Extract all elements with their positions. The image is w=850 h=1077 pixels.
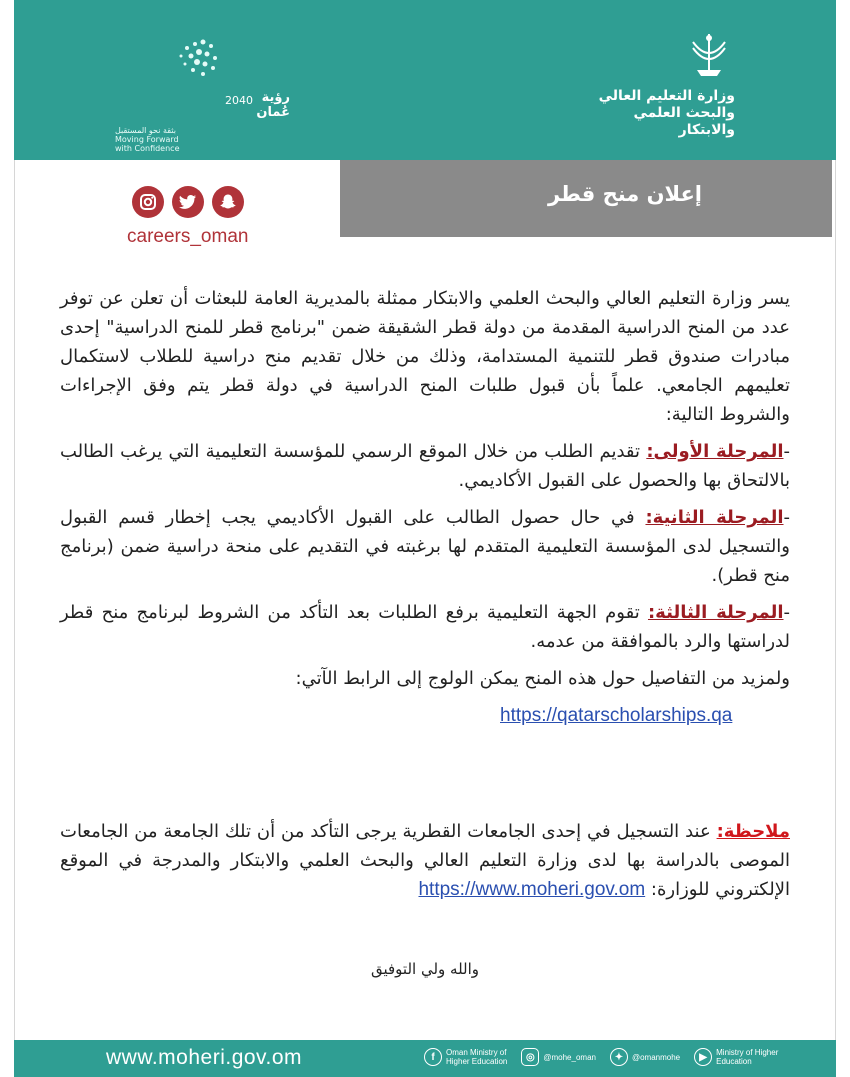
intro-paragraph: يسر وزارة التعليم العالي والبحث العلمي والابتكار ممثلة بالمديرية العامة للبعثات أن تعلن عن توفر عدد من المنح الدراسية المقدمة من دولة قطر الشقيقة ضمن "برنامج قطر للمنح الدراسية" إحدى مبادرات صندوق قطر للتنمية المستدامة، وذلك من خلال تقديم منح دراسية للطلاب لاستكمال تعليمهم الجامعي. علماً بأن قبول طلبات المنح الدراسية في دولة قطر يتم وفق الإجراءات والشروط التالية: bbox=[60, 288, 790, 425]
footer-website[interactable]: www.moheri.gov.om bbox=[106, 1046, 303, 1069]
ministry-name-line2: والبحث العلمي والابتكار bbox=[633, 105, 735, 138]
vision-tagline-en1: Moving Forward bbox=[115, 135, 179, 144]
oman-vision-logo bbox=[115, 34, 290, 153]
announcement-body bbox=[60, 284, 790, 730]
ministry-website-link[interactable]: https://www.moheri.gov.om bbox=[418, 879, 646, 900]
announcement-title-bar bbox=[340, 160, 832, 237]
ministry-logo bbox=[575, 30, 735, 139]
stage3-text: تقوم الجهة التعليمية برفع الطلبات بعد التأكد من الشروط لبرنامج منح قطر لدراستها والرد بالموافقة من عدمه. bbox=[60, 602, 790, 652]
facebook-line1: Oman Ministry of bbox=[446, 1048, 507, 1057]
oman-emblem-icon bbox=[683, 30, 735, 82]
youtube-icon: ▶ bbox=[694, 1048, 712, 1066]
note-label: ملاحظة: bbox=[716, 821, 790, 842]
footer-youtube[interactable] bbox=[694, 1048, 778, 1066]
footer-band bbox=[14, 1040, 836, 1077]
instagram-icon[interactable] bbox=[132, 186, 164, 218]
footer-instagram[interactable] bbox=[521, 1048, 596, 1066]
twitter-icon[interactable] bbox=[172, 186, 204, 218]
stage2-text: في حال حصول الطالب على القبول الأكاديمي يجب إخطار قسم القبول والتسجيل لدى المؤسسة التعليمية المتقدم لها برغبته في التقديم على منحة دراسية ضمن (برنامج منح قطر). bbox=[60, 507, 790, 586]
youtube-line1: Ministry of Higher bbox=[716, 1048, 779, 1057]
note-text: عند التسجيل في إحدى الجامعات القطرية يرجى التأكد من أن تلك الجامعة من الجامعات الموصى بالدراسة بها لدى وزارة التعليم العالي والبحث العلمي والابتكار والمدرجة في الموقع الإلكتروني للوزارة: bbox=[60, 821, 790, 900]
youtube-line2: Education bbox=[716, 1057, 752, 1066]
vision-tagline-en2: with Confidence bbox=[115, 144, 180, 153]
vision-tagline-ar: بثقة نحو المستقبل bbox=[115, 126, 176, 135]
footer-social-row bbox=[424, 1048, 778, 1066]
vision-year: 2040 bbox=[225, 94, 253, 107]
stage1-paragraph: -المرحلة الأولى: تقديم الطلب من خلال الموقع الرسمي للمؤسسة التعليمية التي يرغب الطالب بالالتحاق بها والحصول على القبول الأكاديمي. bbox=[60, 441, 790, 491]
footer-twitter[interactable] bbox=[610, 1048, 680, 1066]
snapchat-icon[interactable] bbox=[212, 186, 244, 218]
twitter-handle: @omanmohe bbox=[631, 1052, 681, 1062]
stage3-label: المرحلة الثالثة: bbox=[647, 602, 784, 623]
careers-oman-handle[interactable]: careers_oman bbox=[127, 226, 249, 247]
stage2-label: المرحلة الثانية: bbox=[645, 507, 784, 528]
more-info-text: ولمزيد من التفاصيل حول هذه المنح يمكن الولوج إلى الرابط الآتي: bbox=[295, 668, 790, 689]
ministry-name-line1: وزارة التعليم العالي bbox=[598, 88, 735, 104]
note-paragraph bbox=[60, 817, 790, 904]
qatar-scholarships-link[interactable]: https://qatarscholarships.qa bbox=[500, 705, 733, 726]
instagram-handle: @mohe_oman bbox=[543, 1052, 596, 1062]
facebook-icon: f bbox=[424, 1048, 442, 1066]
twitter-footer-icon: ✦ bbox=[610, 1048, 628, 1066]
footer-facebook[interactable] bbox=[424, 1048, 507, 1066]
facebook-line2: Higher Education bbox=[446, 1057, 508, 1066]
stage3-paragraph: -المرحلة الثالثة: تقوم الجهة التعليمية برفع الطلبات بعد التأكد من الشروط لبرنامج منح قطر لدراستها والرد بالموافقة من عدمه. bbox=[60, 602, 790, 652]
vision-name: رؤية عُمان bbox=[256, 90, 290, 120]
qatar-link-line bbox=[60, 701, 790, 730]
announcement-title: إعلان منح قطر bbox=[547, 182, 702, 206]
stage1-text: تقديم الطلب من خلال الموقع الرسمي للمؤسسة التعليمية التي يرغب الطالب بالالتحاق بها والحصول على القبول الأكاديمي. bbox=[60, 441, 790, 491]
social-icons-row bbox=[132, 186, 244, 218]
stage1-label: المرحلة الأولى: bbox=[646, 441, 784, 462]
closing-line: والله ولي التوفيق bbox=[370, 960, 480, 978]
instagram-footer-icon: ◎ bbox=[521, 1048, 539, 1066]
stage2-paragraph: -المرحلة الثانية: في حال حصول الطالب على القبول الأكاديمي يجب إخطار قسم القبول والتسجيل لدى المؤسسة التعليمية المتقدم لها برغبته في التقديم على منحة دراسية ضمن (برنامج منح قطر). bbox=[60, 507, 791, 586]
vision-tagline bbox=[115, 126, 180, 153]
